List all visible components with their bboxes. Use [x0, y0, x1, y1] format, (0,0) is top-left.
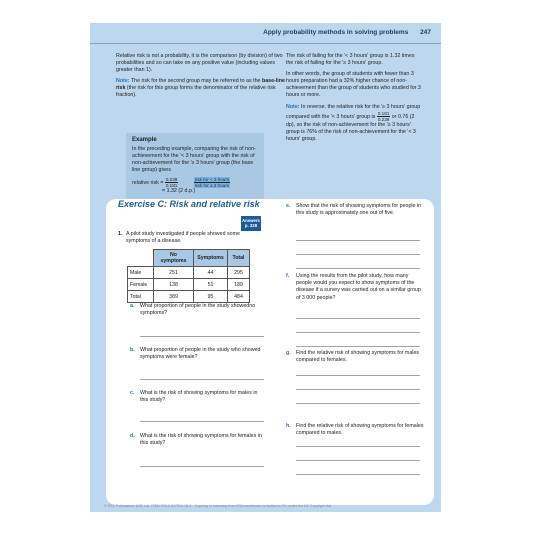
example-text: In the preceding example, comparing the risk of non-achievement for the '< 3 hours' group with the risk of non-achievement for the '≥ 3 hours' group (the base line group) gives	[132, 146, 256, 174]
exercise-title: Exercise C: Risk and relative risk	[118, 199, 260, 209]
reverse-note	[286, 104, 422, 143]
answer-line[interactable]	[140, 379, 264, 380]
table-cell: 189	[228, 279, 250, 291]
rr-result: = 1.32 (2 d.p.)	[162, 188, 196, 195]
reverse-note-pre: In reverse, the relative risk for the '≥ 3 hours' group compared with the '< 3 hours' group is	[286, 103, 421, 120]
rr-words-num: risk for < 3 hours	[194, 177, 230, 183]
part-d-letter: d.	[130, 433, 135, 439]
part-c-text: What is the risk of showing symptoms for males in this study?	[140, 390, 258, 404]
table-row	[128, 267, 250, 279]
part-g-text: Find the relative risk of showing symptoms for males compared to females.	[296, 350, 420, 364]
table-cell: 251	[154, 267, 194, 279]
question-1	[118, 231, 264, 245]
right-para-1: The risk of failing for the '< 3 hours' group is 1.32 times the risk of failing for the '≥ 3 hours' group.	[286, 53, 415, 67]
answer-line[interactable]	[296, 332, 420, 333]
answer-line[interactable]	[296, 318, 420, 319]
rr-frac-den: 0.181	[165, 183, 178, 189]
question-1d	[130, 433, 264, 447]
rr-label: relative risk =	[132, 180, 164, 187]
table-cell: 51	[194, 279, 228, 291]
left-column	[116, 53, 288, 104]
answers-badge-line2: p. 328	[244, 223, 258, 228]
part-b-text: What proportion of people in the study who showed symptoms were female?	[140, 347, 261, 361]
running-head-title: Apply probability methods in solving problems	[263, 29, 409, 36]
table-corner-cell	[128, 250, 154, 267]
answer-line[interactable]	[296, 403, 420, 404]
table-row	[128, 279, 250, 291]
right-para-2: In other words, the group of students with fewer than 3 hours preparation had a 32% higher chance of non-achievement than the group of students who studied for 3 hours or more.	[286, 71, 421, 99]
table-row	[128, 291, 250, 303]
table-row-label: Male	[128, 267, 154, 279]
table-header-no-symptoms: No symptoms	[154, 250, 194, 267]
question-1c	[130, 390, 264, 404]
table-header-row	[128, 250, 250, 267]
note-text-post: (the risk for this group forms the denominator of the relative risk fraction).	[116, 85, 276, 99]
copyright-footer: © ESA Publications (NZ) Ltd, ISBN 978-0-947504-16-8 · Copying or scanning from ESA workbooks is limited to 3% under the NZ Copyright Act.	[104, 504, 333, 508]
part-f-text: Using the results from the pilot study, how many people would you expect to show symptoms of the disease if a survey was carried out on a similar group of 3 000 people?	[296, 273, 421, 301]
note-label: Note:	[116, 78, 130, 85]
part-h-text: Find the relative risk of showing symptoms for females compared to males.	[296, 423, 424, 437]
part-h-letter: h.	[286, 423, 291, 429]
question-1b	[130, 347, 264, 361]
question-1g	[286, 350, 424, 364]
part-f-letter: f.	[286, 273, 290, 279]
reverse-frac-num: 0.181	[377, 110, 390, 116]
part-e-text: Show that the risk of showing symptoms for people in this study is approximately one out of five.	[296, 203, 422, 217]
header-rule	[90, 43, 441, 44]
question-1e	[286, 203, 424, 217]
note-text-pre: The risk for the second group may be referred to as the	[130, 78, 261, 85]
right-column	[286, 53, 422, 147]
reverse-frac-den: 0.239	[377, 116, 390, 122]
answer-line[interactable]	[296, 268, 420, 269]
part-d-text: What is the risk of showing symptoms for females in this study?	[140, 433, 262, 447]
question-1f	[286, 273, 424, 302]
baseline-note	[116, 78, 288, 99]
rr-words-fraction	[194, 177, 230, 188]
answer-line[interactable]	[296, 375, 420, 376]
part-g-letter: g.	[286, 350, 291, 356]
table-header-symptoms: Symptoms	[194, 250, 228, 267]
table-cell: 389	[154, 291, 194, 303]
question-1h	[286, 423, 424, 437]
part-a-text: What proportion of people in the study showedno symptoms?	[140, 303, 256, 317]
note-bold-term: base-line risk	[116, 78, 285, 92]
table-cell: 95	[194, 291, 228, 303]
reverse-fraction	[377, 111, 391, 122]
table-row-label: Female	[128, 279, 154, 291]
answer-line[interactable]	[296, 240, 420, 241]
question-1a	[130, 303, 264, 317]
answer-line[interactable]	[296, 254, 420, 255]
answers-badge[interactable]	[241, 216, 261, 231]
part-c-letter: c.	[130, 390, 135, 396]
table-cell: 295	[228, 267, 250, 279]
question-1-number: 1.	[118, 231, 123, 237]
table-cell: 44	[194, 267, 228, 279]
relative-risk-formula	[132, 177, 258, 188]
part-a-letter: a.	[130, 303, 135, 309]
answer-line[interactable]	[296, 474, 420, 475]
example-title: Example	[132, 137, 157, 143]
page-number: 247	[420, 29, 431, 36]
answer-line[interactable]	[296, 346, 420, 347]
question-1-text: A pilot study investigated if people showed some symptoms of a disease.	[126, 231, 240, 245]
answer-line[interactable]	[140, 336, 264, 337]
relative-risk-paragraph: Relative risk is not a probability, it is the comparison (by division) of two probabilities and so can take on any positive value (including values greater than 1).	[116, 53, 283, 74]
table-cell: 484	[228, 291, 250, 303]
rr-words-den: risk for ≥ 3 hours	[194, 183, 230, 189]
answer-line[interactable]	[296, 446, 420, 447]
answer-line[interactable]	[296, 389, 420, 390]
reverse-note-post: or 0.76 (2 dp), so the risk of non-achievement for the '≥ 3 hours' group is 76% of the risk of non-achievement for the '< 3 hours' group.	[286, 113, 416, 142]
reverse-note-label: Note:	[286, 103, 300, 110]
rr-frac-num: 0.239	[165, 177, 178, 183]
answer-line[interactable]	[296, 460, 420, 461]
table-row-label: Total	[128, 291, 154, 303]
rr-fraction	[165, 177, 179, 188]
table-cell: 138	[154, 279, 194, 291]
answer-line[interactable]	[140, 466, 264, 467]
answer-line[interactable]	[140, 421, 264, 422]
symptoms-table	[127, 249, 250, 303]
part-e-letter: e.	[286, 203, 291, 209]
answers-badge-line1: Answers	[242, 218, 260, 223]
table-header-total: Total	[228, 250, 250, 267]
running-head	[90, 29, 431, 41]
part-b-letter: b.	[130, 347, 135, 353]
